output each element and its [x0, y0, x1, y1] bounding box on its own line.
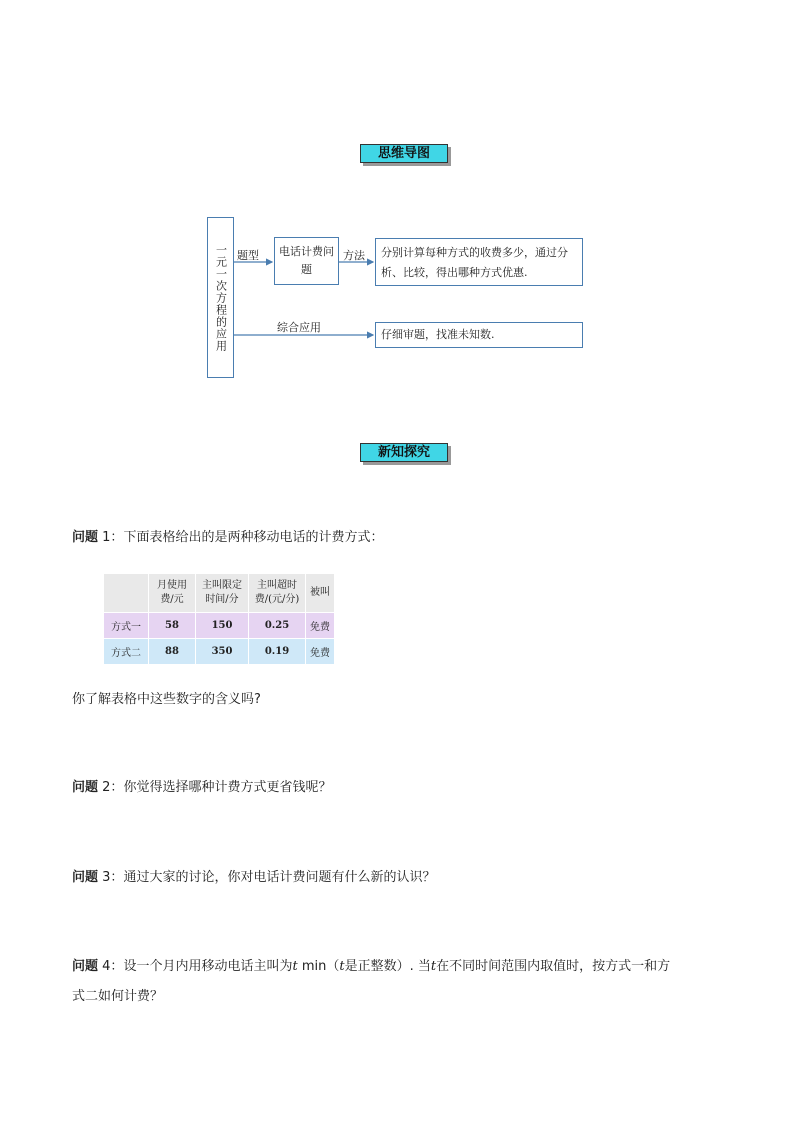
header-call-limit: 主叫限定时间/分	[202, 580, 242, 605]
question-1-num: 1：	[102, 530, 124, 545]
question-3-text: 通过大家的讨论，你对电话计费问题有什么新的认识？	[123, 870, 436, 885]
header-cell: 被叫	[306, 574, 335, 613]
node-phone-billing-label: 电话计费问题	[279, 245, 334, 276]
question-4-text-c: 在不同时间范围内取值时，按方式一和方	[436, 959, 671, 974]
question-3-num: 3：	[102, 870, 124, 885]
cell-call-limit: 150	[196, 613, 249, 639]
row-label: 方式二	[104, 639, 149, 665]
question-4	[72, 952, 732, 1012]
cell-monthly-fee: 58	[149, 613, 196, 639]
cell-overtime-fee: 0.19	[249, 639, 306, 665]
cell-incoming: 免费	[306, 613, 335, 639]
variable-t: t	[292, 959, 298, 974]
question-4-line-2: 式二如何计费？	[72, 989, 164, 1004]
header-overtime-fee: 主叫超时费/(元/分)	[254, 580, 300, 605]
edge-label-type: 题型	[237, 249, 259, 262]
question-4-label: 问题	[72, 959, 99, 974]
header-cell	[196, 574, 249, 613]
question-1	[72, 523, 383, 553]
new-knowledge-banner: 新知探究	[360, 443, 448, 462]
question-4-text-b: 是正整数）. 当	[344, 959, 431, 974]
question-2-num: 2：	[102, 780, 124, 795]
cell-monthly-fee: 88	[149, 639, 196, 665]
table-row	[104, 613, 335, 639]
edge-label-method: 方法	[343, 249, 365, 262]
edge-label-apply: 综合应用	[277, 321, 321, 334]
node-method	[375, 238, 583, 286]
fee-table	[103, 573, 335, 665]
node-apply	[375, 322, 583, 348]
mind-map-root-label: 一元一次方程的应用	[214, 243, 228, 352]
question-2-text: 你觉得选择哪种计费方式更省钱呢？	[123, 780, 332, 795]
question-3	[72, 863, 435, 893]
question-4-unit: min（	[301, 959, 340, 974]
question-1-follow-up: 你了解表格中这些数字的含义吗?	[72, 692, 261, 707]
node-apply-text: 仔细审题，找准未知数.	[381, 328, 495, 341]
mind-map-banner: 思维导图	[360, 144, 448, 163]
table-row	[104, 639, 335, 665]
header-monthly-fee: 月使用费/元	[157, 580, 187, 605]
header-cell	[149, 574, 196, 613]
header-cell	[249, 574, 306, 613]
mind-map-root	[207, 217, 234, 378]
variable-t: t	[430, 959, 437, 974]
question-4-line-1	[72, 952, 732, 982]
question-1-text: 下面表格给出的是两种移动电话的计费方式：	[123, 530, 384, 545]
cell-incoming: 免费	[306, 639, 335, 665]
header-cell	[104, 574, 149, 613]
fee-table-header	[104, 574, 335, 613]
question-2-label: 问题	[72, 780, 99, 795]
cell-call-limit: 350	[196, 639, 249, 665]
question-4-num: 4：	[102, 959, 124, 974]
row-label: 方式一	[104, 613, 149, 639]
node-method-text: 分别计算每种方式的收费多少，通过分析、比较，得出哪种方式优惠.	[381, 246, 568, 279]
question-3-label: 问题	[72, 870, 99, 885]
question-2	[72, 773, 331, 803]
question-1-label: 问题	[72, 530, 99, 545]
variable-t: t	[339, 959, 345, 974]
node-phone-billing	[274, 237, 339, 285]
cell-overtime-fee: 0.25	[249, 613, 306, 639]
question-4-text-a: 设一个月内用移动电话主叫为	[123, 959, 293, 974]
